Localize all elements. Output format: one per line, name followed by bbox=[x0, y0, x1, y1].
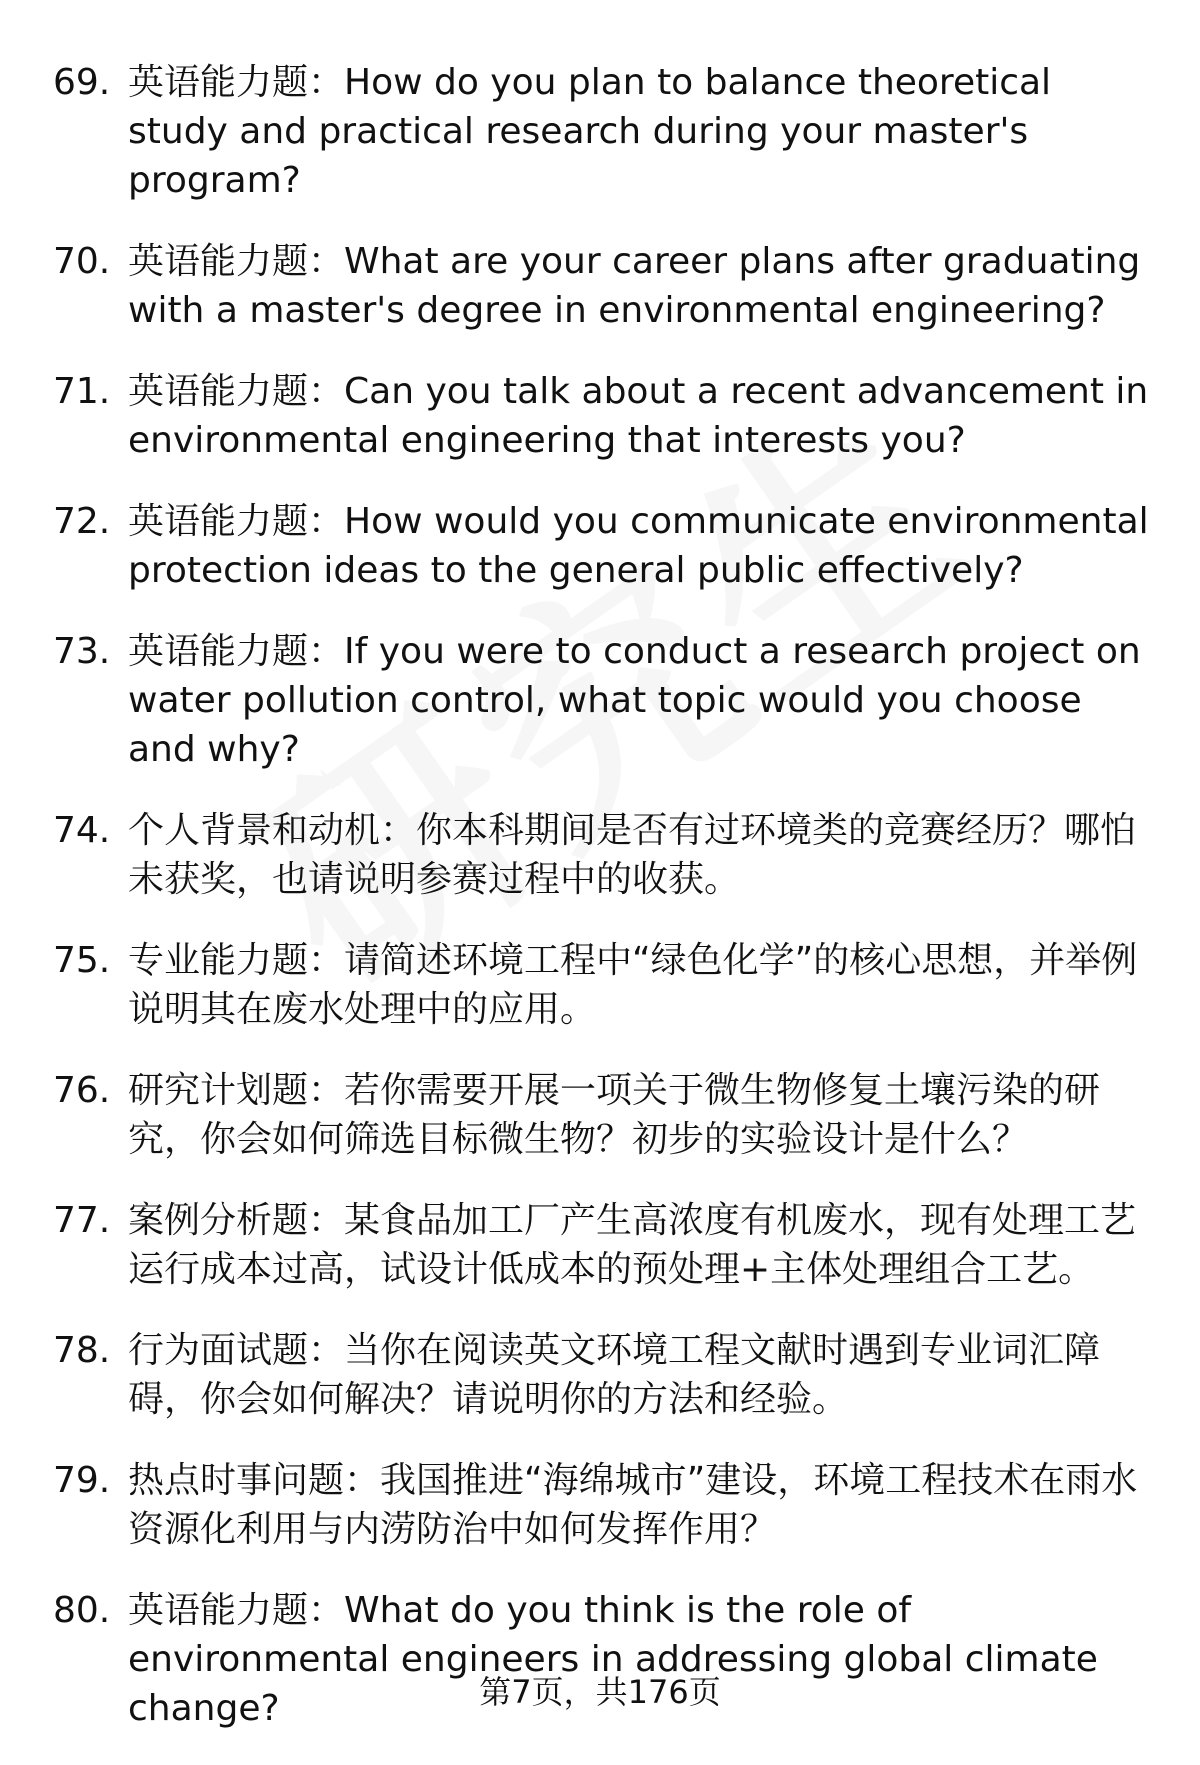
question-number: 70. bbox=[53, 241, 111, 282]
question-text: 研究计划题：若你需要开展一项关于微生物修复土壤污染的研究，你会如何筛选目标微生物？初步的实验设计是什么？ bbox=[128, 1070, 1101, 1160]
question-item bbox=[0, 367, 1200, 465]
question-item bbox=[0, 936, 1200, 1034]
question-item bbox=[0, 237, 1200, 335]
question-number: 80. bbox=[53, 1590, 111, 1631]
question-text: 案例分析题：某食品加工厂产生高浓度有机废水，现有处理工艺运行成本过高，试设计低成本的预处理+主体处理组合工艺。 bbox=[128, 1200, 1137, 1290]
question-text: 英语能力题：How would you communicate environmental protection ideas to the general public effectively? bbox=[128, 501, 1149, 591]
question-text: 热点时事问题：我国推进“海绵城市”建设，环境工程技术在雨水资源化利用与内涝防治中如何发挥作用？ bbox=[128, 1460, 1138, 1550]
question-text: 英语能力题：How do you plan to balance theoretical study and practical research during your master's program? bbox=[128, 62, 1052, 201]
question-number: 77. bbox=[53, 1200, 111, 1241]
question-text: 行为面试题：当你在阅读英文环境工程文献时遇到专业词汇障碍，你会如何解决？请说明你的方法和经验。 bbox=[128, 1330, 1101, 1420]
question-number: 73. bbox=[53, 631, 111, 672]
question-number: 76. bbox=[53, 1070, 111, 1111]
question-text: 英语能力题：What do you think is the role of environmental engineers in addressing global climate change? bbox=[128, 1590, 1098, 1729]
question-text: 英语能力题：Can you talk about a recent advancement in environmental engineering that interests you? bbox=[128, 371, 1149, 461]
question-item bbox=[0, 1326, 1200, 1424]
question-text: 个人背景和动机：你本科期间是否有过环境类的竞赛经历？哪怕未获奖，也请说明参赛过程中的收获。 bbox=[128, 810, 1137, 900]
question-text: 英语能力题：What are your career plans after graduating with a master's degree in environmental engineering? bbox=[128, 241, 1141, 331]
question-number: 71. bbox=[53, 371, 111, 412]
page-footer: 第7页，共176页 bbox=[479, 1673, 721, 1711]
question-text: 专业能力题：请简述环境工程中“绿色化学”的核心思想，并举例说明其在废水处理中的应用。 bbox=[128, 940, 1138, 1030]
question-item bbox=[0, 627, 1200, 774]
question-item bbox=[0, 58, 1200, 205]
question-number: 69. bbox=[53, 62, 111, 103]
question-item bbox=[0, 806, 1200, 904]
question-list bbox=[0, 58, 1200, 1765]
question-number: 78. bbox=[53, 1330, 111, 1371]
question-text: 英语能力题：If you were to conduct a research project on water pollution control, what topic would you choose and why? bbox=[128, 631, 1141, 770]
question-item bbox=[0, 1196, 1200, 1294]
question-item bbox=[0, 497, 1200, 595]
question-item bbox=[0, 1456, 1200, 1554]
question-number: 74. bbox=[53, 810, 111, 851]
question-item bbox=[0, 1066, 1200, 1164]
question-number: 75. bbox=[53, 940, 111, 981]
question-number: 72. bbox=[53, 501, 111, 542]
question-number: 79. bbox=[53, 1460, 111, 1501]
